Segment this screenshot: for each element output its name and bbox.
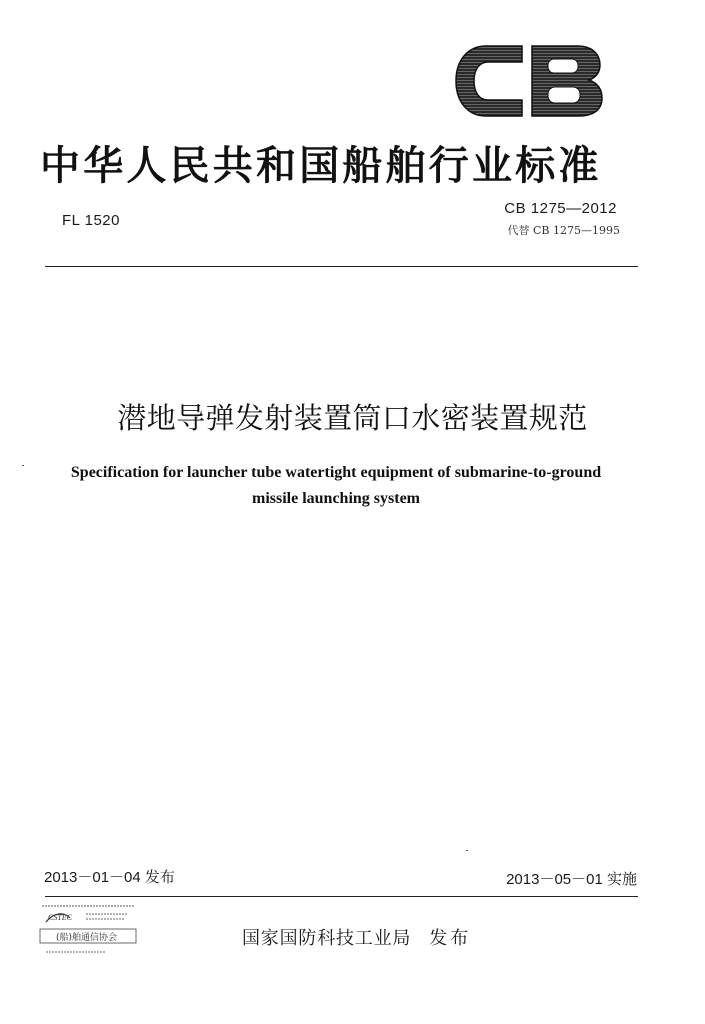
main-title: 中华人民共和国船舶行业标准 xyxy=(40,143,602,189)
seal-graphic xyxy=(36,900,146,958)
classification-code: FL 1520 xyxy=(62,212,120,229)
issue-date: 2013－01－04 发布 xyxy=(44,869,175,886)
scan-mark xyxy=(22,465,24,466)
publish-verb: 发布 xyxy=(429,928,472,949)
chinese-title: 潜地导弹发射装置筒口水密装置规范 xyxy=(117,401,588,435)
standard-number: CB 1275—2012 xyxy=(504,200,617,217)
seal-text: (船)舶通信协会 xyxy=(56,933,118,943)
svg-text:CSTEC: CSTEC xyxy=(48,913,73,922)
english-title-line-2: missile launching system xyxy=(251,490,420,507)
cb-logo xyxy=(452,40,604,122)
publisher-name: 国家国防科技工业局 xyxy=(242,928,412,949)
english-title-line-1: Specification for launcher tube watertight equipment of submarine-to-ground xyxy=(70,464,602,481)
effective-date: 2013－05－01 实施 xyxy=(506,871,637,888)
header-divider xyxy=(45,266,638,267)
footer-divider xyxy=(45,896,638,897)
scan-mark xyxy=(466,850,468,851)
cb-logo-graphic xyxy=(452,40,604,122)
association-seal xyxy=(36,900,146,958)
publisher xyxy=(242,924,471,950)
replaces-standard: 代替 CB 1275—1995 xyxy=(507,224,620,237)
